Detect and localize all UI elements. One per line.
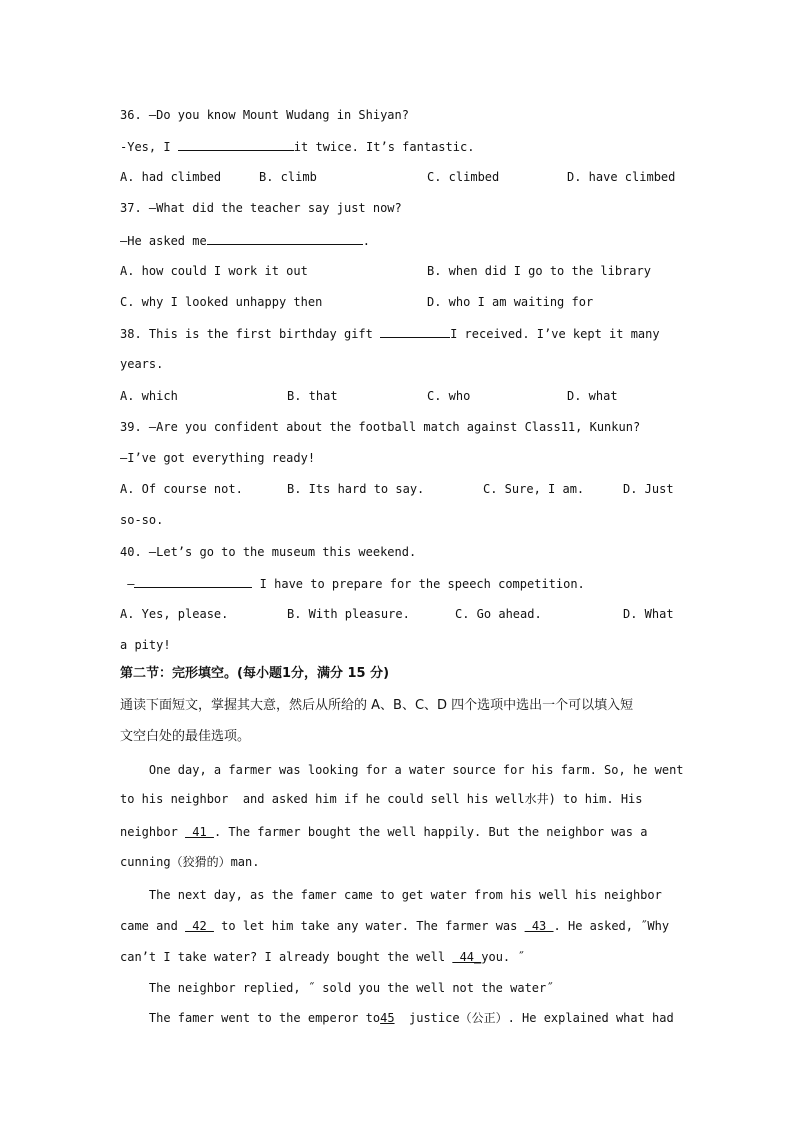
q39-option-d: D. Just — [623, 482, 674, 496]
q37-blank — [207, 232, 363, 245]
blank-43: 43 — [524, 919, 554, 933]
section-instruction-2: 文空白处的最佳选项。 — [120, 729, 251, 744]
q36-answer — [120, 138, 674, 155]
q39-option-a: A. Of course not. — [120, 482, 243, 496]
q37-answer — [120, 232, 674, 249]
passage-p2-line3 — [120, 949, 674, 965]
q36-question: 36. —Do you know Mount Wudang in Shiyan? — [120, 108, 409, 122]
section-title: 第二节：完形填空。(每小题1分，满分 15 分) — [120, 666, 390, 681]
q37-option-b: B. when did I go to the library — [427, 264, 651, 278]
q40-option-d: D. What — [623, 607, 674, 621]
passage-p2-line1: The next day, as the famer came to get water from his well his neighbor — [120, 888, 662, 902]
q37-option-c: C. why I looked unhappy then — [120, 295, 323, 309]
blank-42: 42 — [185, 919, 214, 933]
q38-question-pre: 38. This is the first birthday gift — [120, 327, 381, 341]
passage-p1-line3-pre: neighbor — [120, 825, 186, 839]
passage-p2-line2-mid: to let him take any water. The farmer was — [213, 919, 525, 933]
passage-p2-line2-post: . He asked, ˝Why — [553, 919, 670, 933]
q37-answer-pre: —He asked me — [120, 234, 207, 248]
q39-question: 39. —Are you confident about the football match against Class11, Kunkun? — [120, 420, 641, 434]
q37-question: 37. —What did the teacher say just now? — [120, 201, 402, 215]
q38-option-d: D. what — [567, 389, 618, 403]
q40-option-cont: a pity! — [120, 638, 171, 652]
passage-p1-line1: One day, a farmer was looking for a water source for his farm. So, he went — [120, 763, 684, 777]
q36-option-b: B. climb — [259, 170, 317, 184]
passage-p1-line3 — [120, 824, 674, 840]
q40-blank — [134, 575, 252, 588]
q38-question-cont: years. — [120, 357, 164, 371]
q40-answer-pre: — — [120, 577, 135, 591]
q38-option-a: A. which — [120, 389, 178, 403]
passage-p2-line3-post: you. ˝ — [481, 950, 525, 964]
q38-option-c: C. who — [427, 389, 471, 403]
passage-p2-line2-pre: came and — [120, 919, 186, 933]
q36-option-a: A. had climbed — [120, 170, 222, 184]
passage-p2-line2 — [120, 918, 674, 934]
q40-question: 40. —Let’s go to the museum this weekend. — [120, 545, 417, 559]
passage-p2-line3-pre: can’t I take water? I already bought the well — [120, 950, 453, 964]
q36-blank — [178, 138, 294, 151]
q38-blank — [380, 325, 450, 338]
q36-option-c: C. climbed — [427, 170, 500, 184]
passage-p1-line3-post: . The farmer bought the well happily. But the neighbor was a — [213, 825, 648, 839]
q39-option-cont: so-so. — [120, 513, 164, 527]
q36-option-d: D. have climbed — [567, 170, 676, 184]
blank-41: 41 — [185, 825, 214, 839]
q38-question — [120, 325, 674, 342]
section-instruction-1: 通读下面短文，掌握其大意，然后从所给的 A、B、C、D 四个选项中选出一个可以填入短 — [120, 698, 634, 713]
q40-option-c: C. Go ahead. — [455, 607, 542, 621]
q40-answer-post: I have to prepare for the speech competition. — [252, 577, 585, 591]
q36-answer-pre: -Yes, I — [120, 140, 178, 154]
passage-p4-line1-pre: The famer went to the emperor to — [120, 1011, 381, 1025]
q40-answer — [120, 575, 674, 592]
q37-option-d: D. who I am waiting for — [427, 295, 594, 309]
q37-answer-post: . — [362, 234, 370, 248]
blank-45: 45 — [380, 1011, 395, 1025]
passage-p4-line1-post: justice（公正）. He explained what had — [394, 1011, 674, 1025]
blank-44: 44_ — [452, 950, 482, 964]
passage-p3-line1: The neighbor replied, ˝ sold you the well not the water˝ — [120, 981, 554, 995]
passage-p1-line2: to his neighbor and asked him if he could sell his well水井) to him. His — [120, 792, 643, 806]
q39-answer: —I’ve got everything ready! — [120, 451, 316, 465]
q39-option-c: C. Sure, I am. — [483, 482, 585, 496]
q37-option-a: A. how could I work it out — [120, 264, 308, 278]
passage-p4-line1 — [120, 1010, 674, 1026]
q40-option-b: B. With pleasure. — [287, 607, 410, 621]
q36-answer-post: it twice. It’s fantastic. — [293, 140, 475, 154]
q39-option-b: B. Its hard to say. — [287, 482, 425, 496]
passage-p1-line4: cunning（狡猾的）man. — [120, 855, 260, 869]
q38-option-b: B. that — [287, 389, 338, 403]
q40-option-a: A. Yes, please. — [120, 607, 229, 621]
q38-question-post: I received. I’ve kept it many — [450, 327, 660, 341]
